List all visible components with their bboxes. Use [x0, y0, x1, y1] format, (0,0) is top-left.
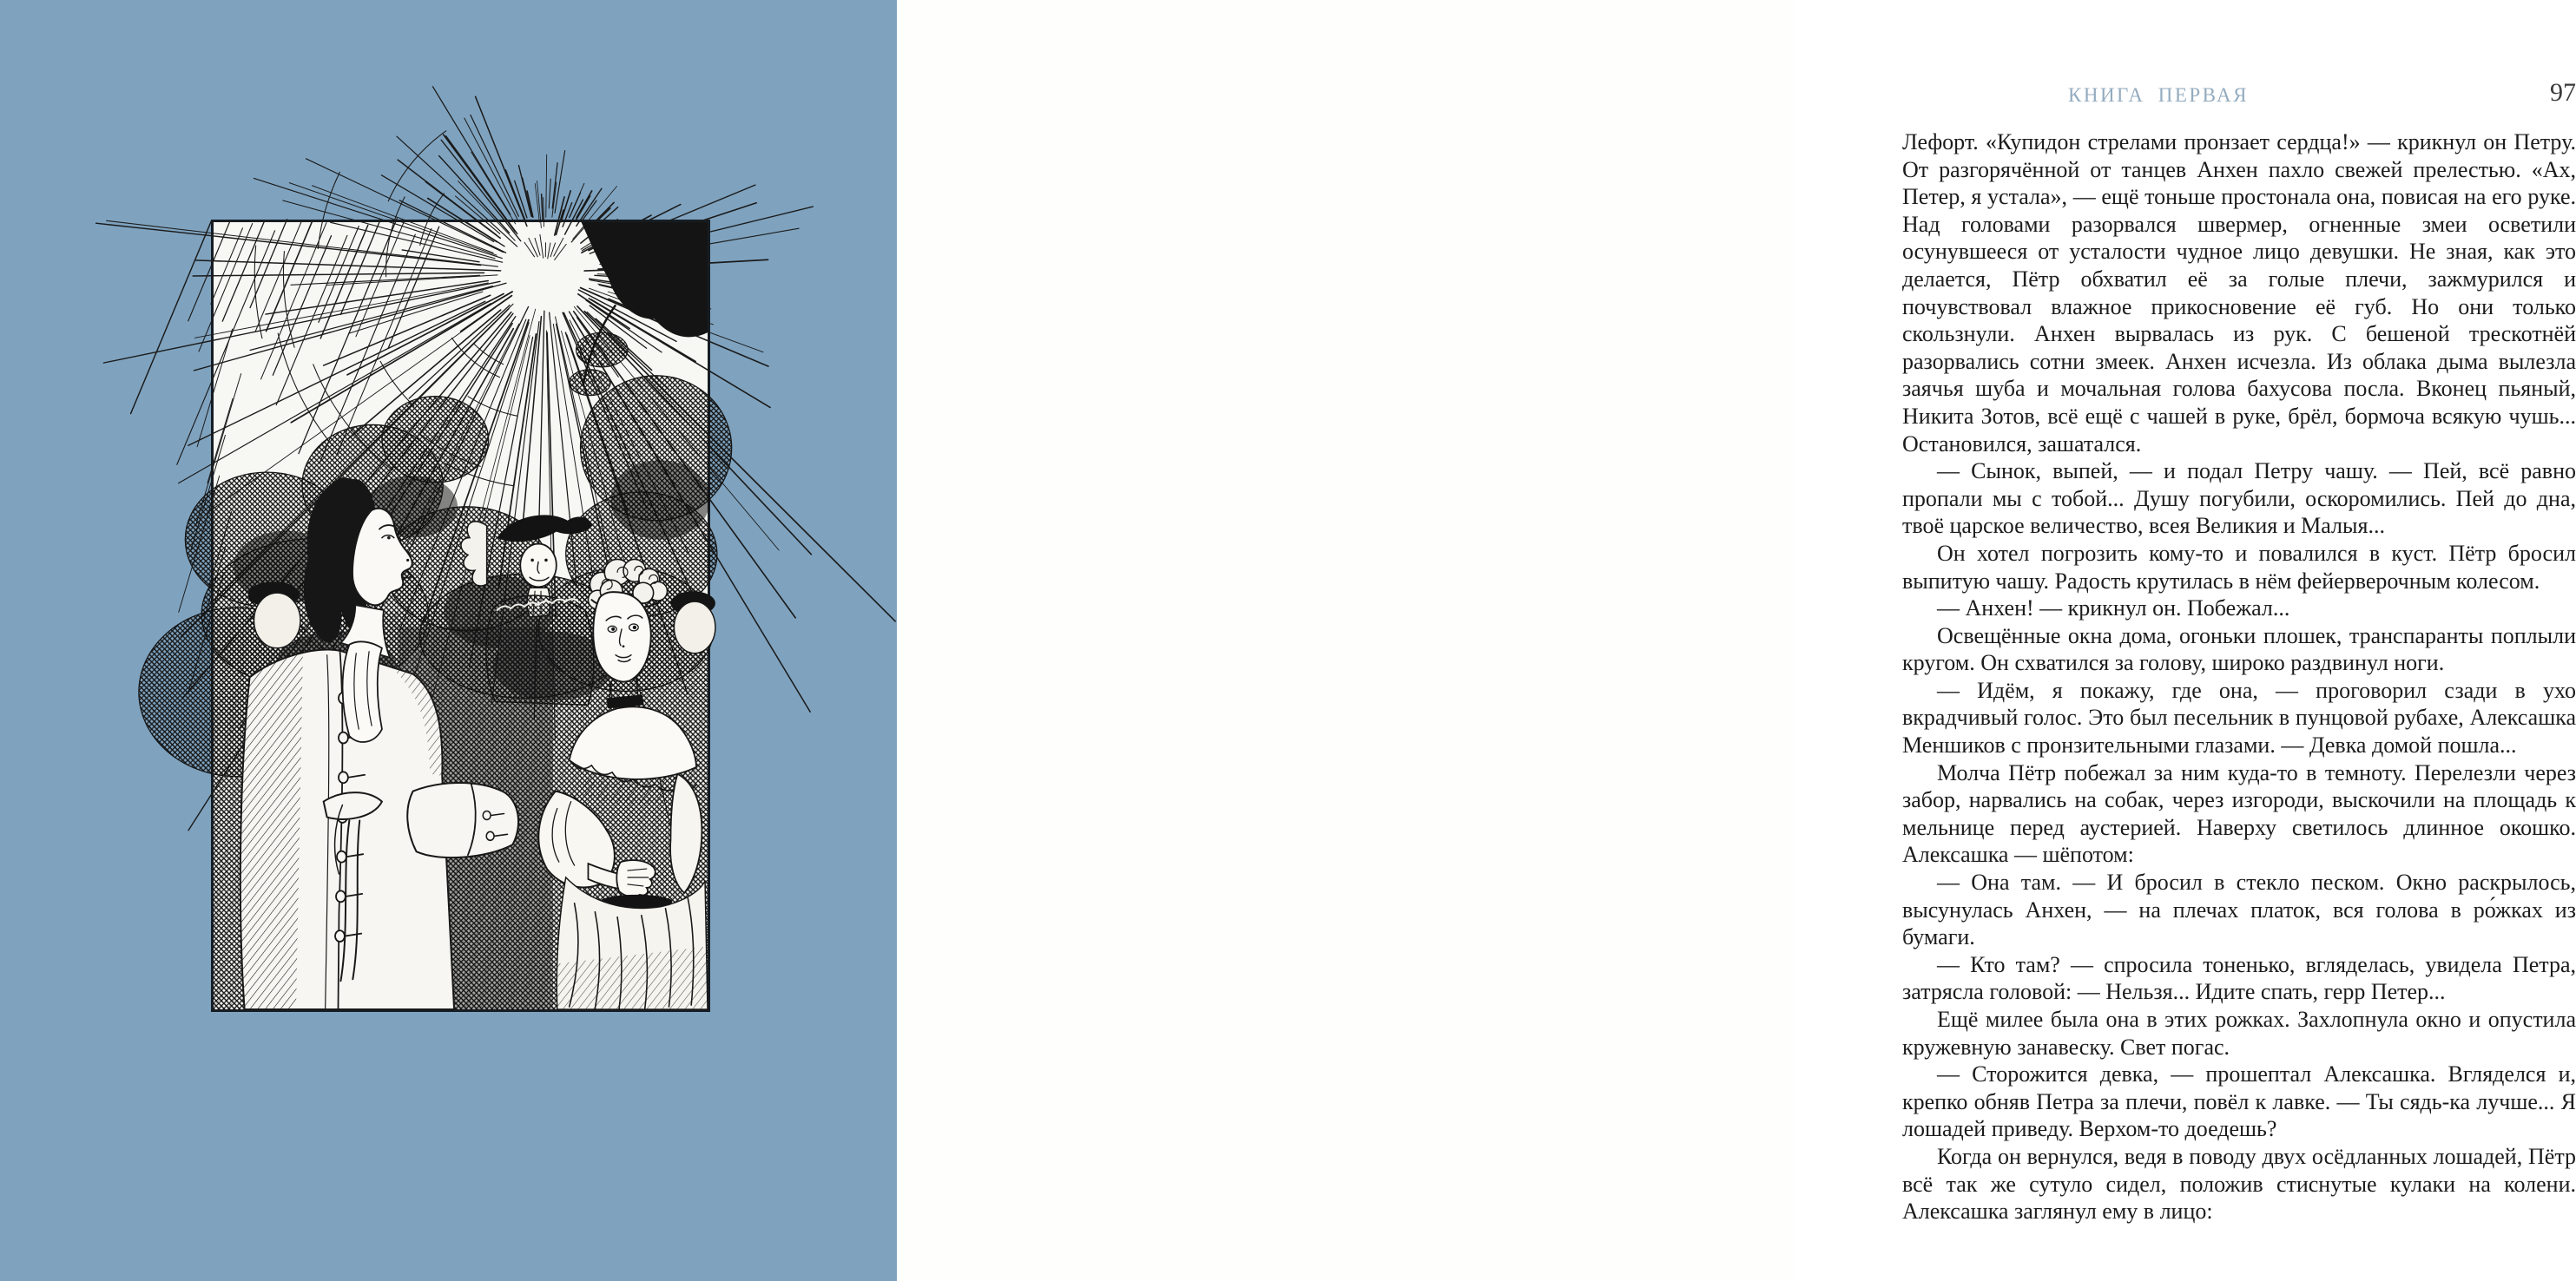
- page-number: 97: [2550, 78, 2576, 107]
- illustration-frame: [211, 220, 710, 1012]
- paragraph: Лефорт. «Купидон стрелами пронзает сердца!» — крикнул он Петру. От разгорячённой от танцев Анхен пахло свежей прелестью. «Ах, Петер, я устала», — ещё тоньше простонала она, повисая на его руке. Над головами разорвался швермер, огненные змеи осветили осунувшееся от усталости чудное лицо девушки. Не зная, как это делается, Пётр обхватил её за голые плечи, зажмурился и почувствовал влажное прикосновение её губ. Но они только скользнули. Анхен вырвалась из рук. С бешеной трескотнёй разорвались сотни змеек. Анхен исчезла. Из облака дыма вылезла заячья шуба и мочальная голова бахусова посла. Вконец пьяный, Никита Зотов, всё ещё с чашей в руке, брёл, бормоча всякую чушь... Остановился, зашатался.: [1902, 129, 2576, 457]
- paragraph: Молча Пётр побежал за ним куда-то в темноту. Перелезли через забор, нарвались на собак, через изгороди, выскочили на площадь к мельнице перед аустерией. Наверху светилось длинное окошко. Алексашка — шёпотом:: [1902, 759, 2576, 868]
- paragraph: — Анхен! — крикнул он. Побежал...: [1937, 595, 2290, 621]
- paragraph: Ещё милее была она в этих рожках. Захлопнула окно и опустила кружевную занавеску. Свет погас.: [1902, 1007, 2576, 1060]
- running-head: КНИГА ПЕРВАЯ: [2068, 84, 2250, 106]
- paragraph: — Кто там? — спросила тоненько, вгляделась, увидела Петра, затрясла головой: — Нельзя... Идите спать, герр Петер...: [1902, 951, 2576, 1005]
- illustration-image: [214, 222, 708, 1009]
- right-page: [897, 0, 2576, 1281]
- paragraph: — Сынок, выпей, — и подал Петру чашу. — Пей, всё равно пропали мы с тобой... Душу погубили, оскоромились. Пей до дна, твоё царское величество, всея Великия и Малыя...: [1902, 458, 2576, 539]
- paragraph: Он хотел погрозить кому-то и повалился в куст. Пётр бросил выпитую чашу. Радость крутилась в нём фейерверочным колесом.: [1902, 540, 2576, 594]
- paragraph: Когда он вернулся, ведя в поводу двух осёдланных лошадей, Пётр всё так же сутуло сидел, положив стиснутые кулаки на колени. Алексашка заглянул ему в лицо:: [1902, 1143, 2576, 1225]
- paragraph: Освещённые окна дома, огоньки плошек, транспаранты поплыли кругом. Он схватился за голову, широко раздвинул ноги.: [1902, 622, 2576, 676]
- left-page: [0, 0, 897, 1281]
- paragraph: — Сторожится девка, — прошептал Алексашка. Вгляделся и, крепко обняв Петра за плечи, повёл к лавке. — Ты сядь-ка лучше... Я лошадей приведу. Верхом-то доедешь?: [1902, 1061, 2576, 1142]
- paragraph: — Идём, я покажу, где она, — проговорил сзади в ухо вкрадчивый голос. Это был песельник в пунцовой рубахе, Алексашка Меншиков с пронзительными глазами. — Девка домой пошла...: [1902, 677, 2576, 759]
- text-column: [1902, 128, 2576, 1225]
- paragraph: — Она там. — И бросил в стекло песком. Окно раскрылось, высунулась Анхен, — на плечах платок, вся голова в ро́жках из бумаги.: [1902, 870, 2576, 950]
